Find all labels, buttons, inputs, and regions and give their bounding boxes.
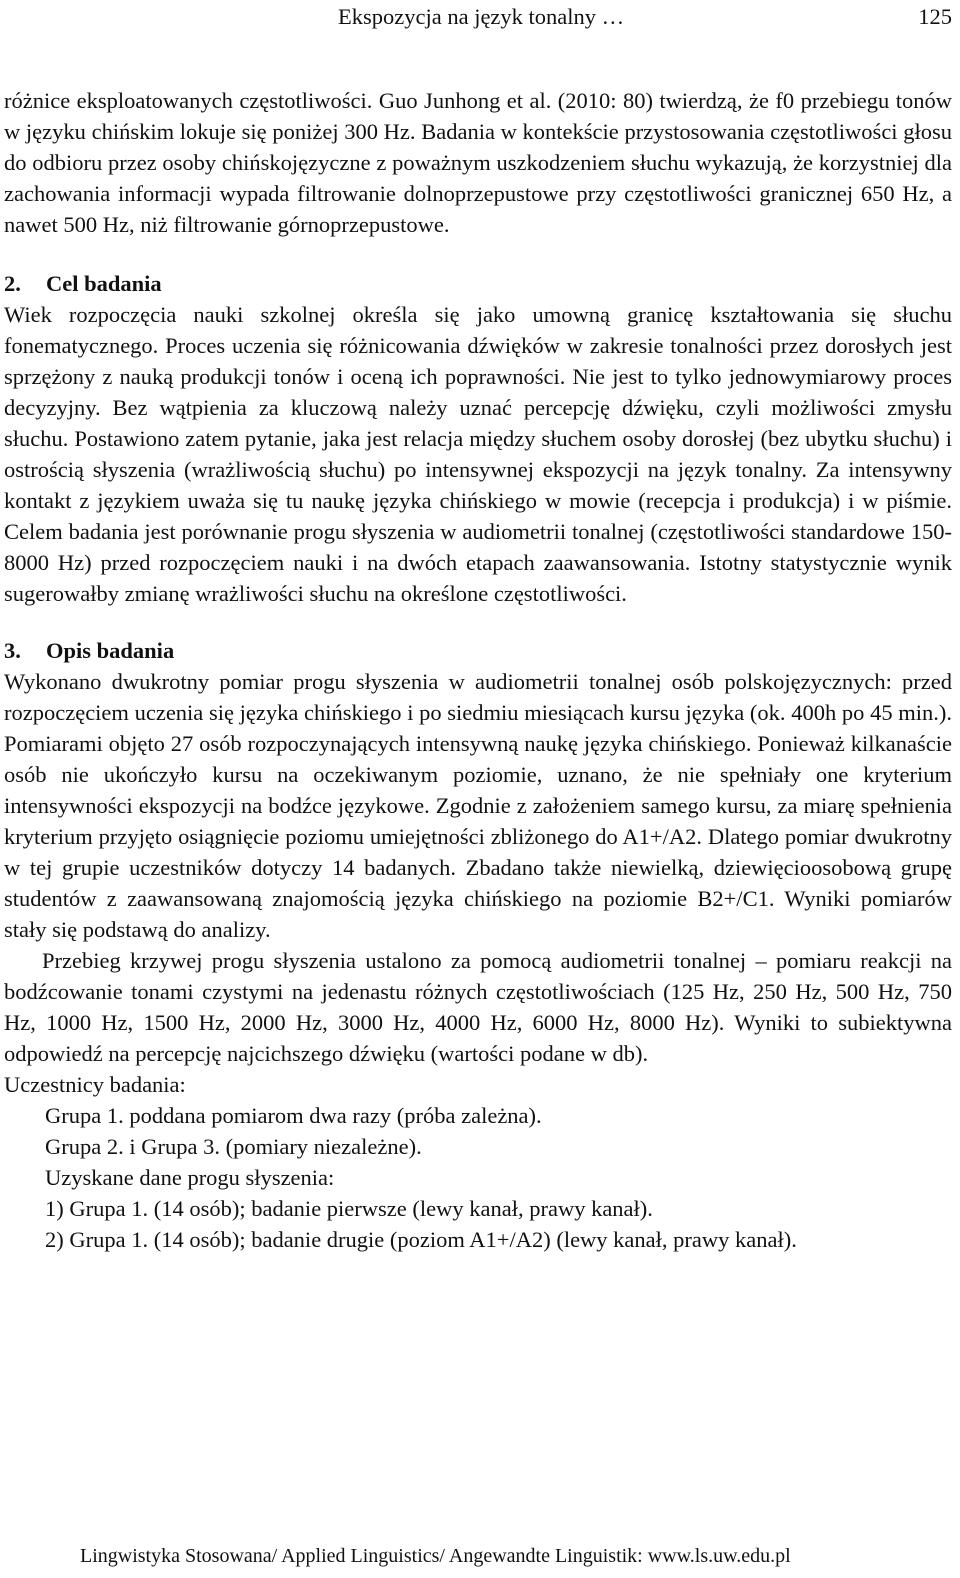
section-3-heading xyxy=(4,635,952,666)
participants-label: Uczestnicy badania: xyxy=(4,1072,186,1097)
section-2-heading xyxy=(4,268,952,299)
section-2-paragraph: Wiek rozpoczęcia nauki szkolnej określa się jako umowną granicę kształtowania się słuchu fonematycznego. Proces uczenia się różnicowania dźwięków w zakresie tonalności przez dorosłych jest sprzężony z nauką produkcji tonów i oceną ich poprawności. Nie jest to tylko jednowymiarowy proces decyzyjny. Bez wątpienia za kluczową należy uznać percepcję dźwięku, czyli możliwości zmysłu słuchu. Postawiono zatem pytanie, jaka jest relacja między słuchem osoby dorosłej (bez ubytku słuchu) i ostrością słyszenia (wrażliwością słuchu) po intensywnej ekspozycji na język tonalny. Za intensywny kontakt z językiem uważa się tu naukę języka chińskiego w mowie (recepcja i produkcja) i w piśmie. Celem badania jest porównanie progu słyszenia w audiometrii tonalnej (częstotliwości standardowe 150-8000 Hz) przed rozpoczęciem nauki i na dwóch etapach zaawansowania. Istotny statystycznie wynik sugerowałby zmianę wrażliwości słuchu na określone częstotliwości. xyxy=(4,302,952,606)
section-3-paragraph-2: Przebieg krzywej progu słyszenia ustalono za pomocą audiometrii tonalnej – pomiaru reakcji na bodźcowanie tonami czystymi na jedenastu różnych częstotliwościach (125 Hz, 250 Hz, 500 Hz, 750 Hz, 1000 Hz, 1500 Hz, 2000 Hz, 3000 Hz, 4000 Hz, 6000 Hz, 8000 Hz). Wyniki to subiektywna odpowiedź na percepcję najcichszego dźwięku (wartości podane w db). xyxy=(4,948,952,1066)
page-body xyxy=(4,85,952,1255)
page-number: 125 xyxy=(918,4,952,29)
section-3-paragraph-1: Wykonano dwukrotny pomiar progu słyszenia w audiometrii tonalnej osób polskojęzycznych: przed rozpoczęciem uczenia się języka chińskiego i po siedmiu miesiącach kursu języka (ok. 400h po 45 min.). Pomiarami objęto 27 osób rozpoczynających intensywną naukę języka chińskiego. Ponieważ kilkanaście osób nie ukończyło kursu na oczekiwanym poziomie, uznano, że nie spełniały one kryterium intensywności ekspozycji na bodźce językowe. Zgodnie z założeniem samego kursu, za miarę spełnienia kryterium przyjęto osiągnięcie poziomu umiejętności zbliżonego do A1+/A2. Dlatego pomiar dwukrotny w tej grupie uczestników dotyczy 14 badanych. Zbadano także niewielką, dziewięcioosobową grupę studentów z zaawansowaną znajomością języka chińskiego na poziomie B2+/C1. Wyniki pomiarów stały się podstawą do analizy. xyxy=(4,669,952,942)
data-item: 2) Grupa 1. (14 osób); badanie drugie (poziom A1+/A2) (lewy kanał, prawy kanał). xyxy=(45,1227,797,1252)
group-item: Grupa 2. i Grupa 3. (pomiary niezależne). xyxy=(45,1134,422,1159)
running-header xyxy=(0,2,952,32)
section-3-number: 3. xyxy=(4,638,21,663)
section-3-title: Opis badania xyxy=(46,638,175,663)
data-item: 1) Grupa 1. (14 osób); badanie pierwsze (lewy kanał, prawy kanał). xyxy=(45,1196,653,1221)
section-2-number: 2. xyxy=(4,271,21,296)
page-footer: Lingwistyka Stosowana/ Applied Linguistics/ Angewandte Linguistik: www.ls.uw.edu.pl xyxy=(80,1545,791,1567)
running-title: Ekspozycja na język tonalny … xyxy=(338,4,625,29)
group-item: Grupa 1. poddana pomiarom dwa razy (próba zależna). xyxy=(45,1103,542,1128)
section-2-title: Cel badania xyxy=(46,271,162,296)
intro-paragraph: różnice eksploatowanych częstotliwości. Guo Junhong et al. (2010: 80) twierdzą, że f0 przebiegu tonów w języku chińskim lokuje się poniżej 300 Hz. Badania w kontekście przystosowania częstotliwości głosu do odbioru przez osoby chińskojęzyczne z poważnym uszkodzeniem słuchu wykazują, że korzystniej dla zachowania informacji wypada filtrowanie dolnoprzepustowe przy częstotliwości granicznej 650 Hz, a nawet 500 Hz, niż filtrowanie górnoprzepustowe. xyxy=(4,88,952,237)
data-label: Uzyskane dane progu słyszenia: xyxy=(45,1165,335,1190)
